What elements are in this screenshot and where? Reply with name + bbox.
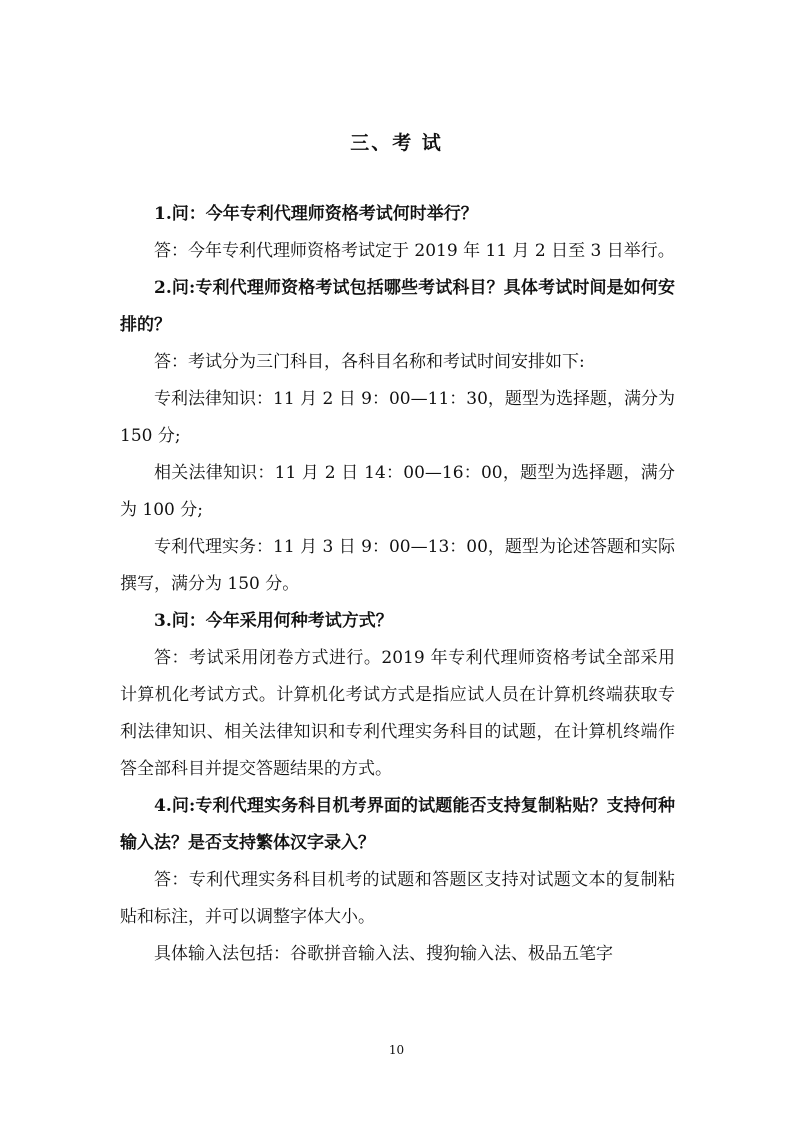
answer-2-subject-1: 专利法律知识：11 月 2 日 9：00—11：30，题型为选择题，满分为 150 分; [120, 389, 675, 446]
answer-4-input-methods: 具体输入法包括：谷歌拼音输入法、搜狗输入法、极品五笔字 [154, 944, 613, 964]
answer-2-subject-2: 相关法律知识：11 月 2 日 14：00—16：00，题型为选择题，满分为 100 分; [120, 463, 675, 520]
page-number: 10 [388, 1043, 405, 1057]
question-4: 4.问:专利代理实务科目机考界面的试题能否支持复制粘贴？支持何种输入法？是否支持繁体汉字录入？ [120, 796, 675, 853]
answer-2-subject-3: 专利代理实务：11 月 3 日 9：00—13：00，题型为论述答题和实际撰写，满分为 150 分。 [120, 537, 675, 594]
body-text [120, 196, 675, 973]
section-title: 三、考 试 [350, 132, 443, 154]
answer-3: 答：考试采用闭卷方式进行。2019 年专利代理师资格考试全部采用计算机化考试方式。计算机化考试方式是指应试人员在计算机终端获取专利法律知识、相关法律知识和专利代理实务科目的试题，在计算机终端作答全部科目并提交答题结果的方式。 [120, 648, 675, 779]
question-2: 2.问:专利代理师资格考试包括哪些考试科目？具体考试时间是如何安排的？ [120, 278, 675, 335]
answer-4: 答：专利代理实务科目机考的试题和答题区支持对试题文本的复制粘贴和标注，并可以调整字体大小。 [120, 870, 675, 927]
answer-1: 答：今年专利代理师资格考试定于 2019 年 11 月 2 日至 3 日举行。 [154, 241, 675, 261]
answer-2-intro: 答：考试分为三门科目，各科目名称和考试时间安排如下: [154, 352, 585, 372]
question-1: 1.问：今年专利代理师资格考试何时举行？ [154, 204, 478, 224]
question-3: 3.问：今年采用何种考试方式？ [154, 611, 393, 631]
